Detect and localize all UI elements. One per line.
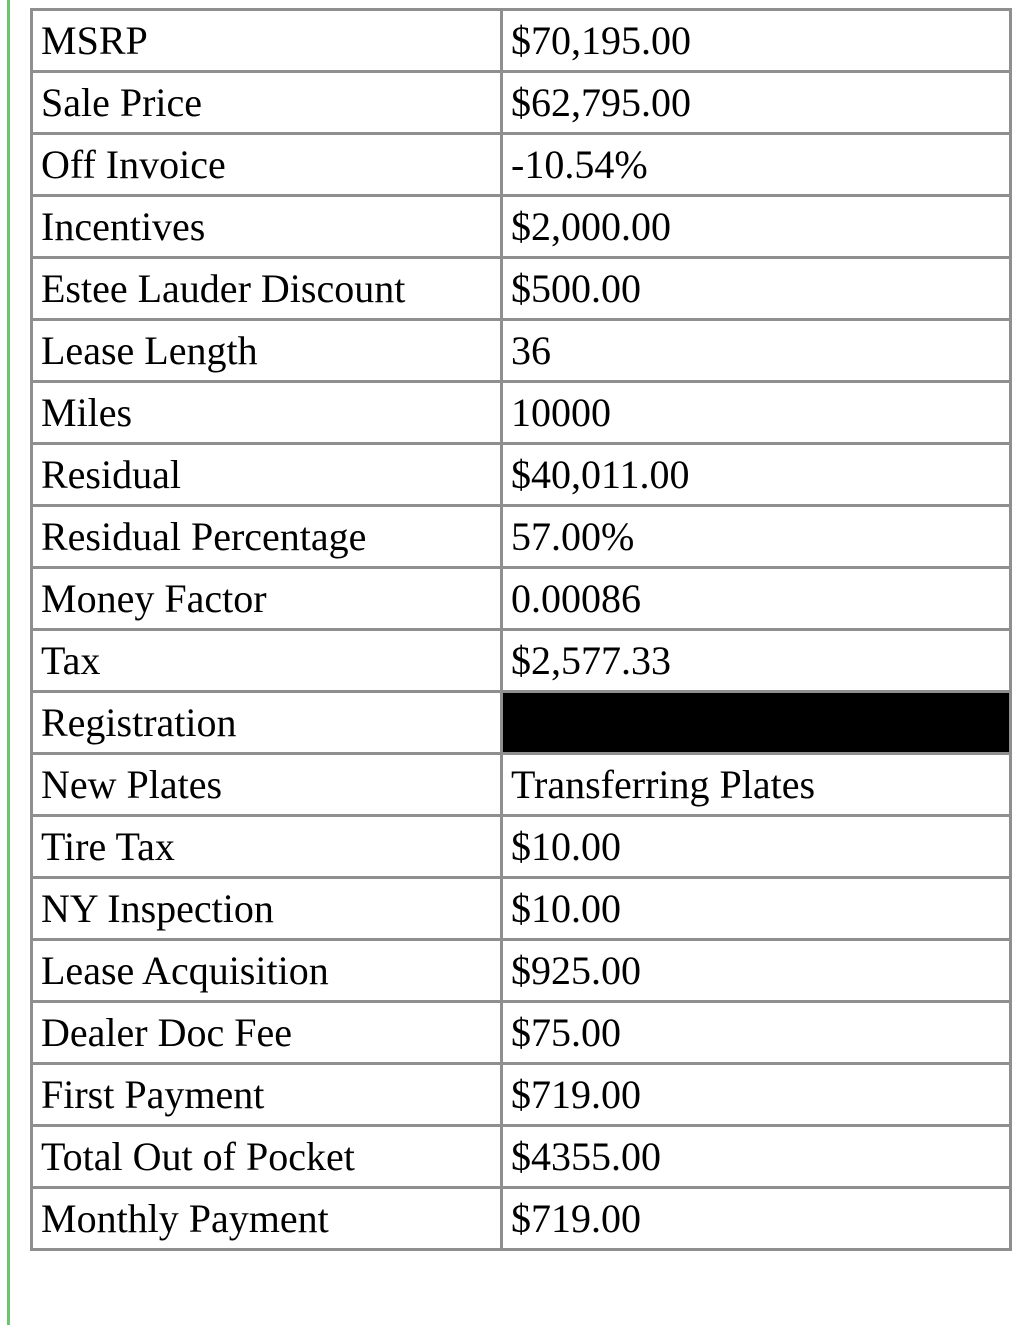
row-value: $500.00: [502, 258, 1011, 320]
table-row-residual: [32, 444, 1011, 506]
table-row-ny-inspection: [32, 878, 1011, 940]
row-label: Estee Lauder Discount: [32, 258, 502, 320]
row-value: $4355.00: [502, 1126, 1011, 1188]
table-row-off-invoice: [32, 134, 1011, 196]
row-label: Dealer Doc Fee: [32, 1002, 502, 1064]
table-row-residual-percentage: [32, 506, 1011, 568]
row-label: Residual Percentage: [32, 506, 502, 568]
table-row-total-out-of-pocket: [32, 1126, 1011, 1188]
row-value: $75.00: [502, 1002, 1011, 1064]
table-row-discount: [32, 258, 1011, 320]
row-label: Lease Acquisition: [32, 940, 502, 1002]
row-label: Residual: [32, 444, 502, 506]
row-value: 57.00%: [502, 506, 1011, 568]
row-value: $925.00: [502, 940, 1011, 1002]
row-label: New Plates: [32, 754, 502, 816]
left-green-rule: [7, 0, 10, 1325]
row-label: Money Factor: [32, 568, 502, 630]
row-value: $70,195.00: [502, 10, 1011, 72]
row-value: $10.00: [502, 878, 1011, 940]
row-value: 0.00086: [502, 568, 1011, 630]
row-value: $10.00: [502, 816, 1011, 878]
table-row-registration: [32, 692, 1011, 754]
row-value: $62,795.00: [502, 72, 1011, 134]
table-row-tax: [32, 630, 1011, 692]
table-row-money-factor: [32, 568, 1011, 630]
lease-breakdown-table: [30, 8, 1012, 1251]
table-row-msrp: [32, 10, 1011, 72]
table-row-new-plates: [32, 754, 1011, 816]
table-row-lease-length: [32, 320, 1011, 382]
table-row-incentives: [32, 196, 1011, 258]
row-value: $2,577.33: [502, 630, 1011, 692]
table-row-dealer-doc-fee: [32, 1002, 1011, 1064]
row-label: Miles: [32, 382, 502, 444]
row-value: $2,000.00: [502, 196, 1011, 258]
row-value: $719.00: [502, 1064, 1011, 1126]
table-row-miles: [32, 382, 1011, 444]
redacted-value-block: [502, 692, 1011, 754]
row-value: $719.00: [502, 1188, 1011, 1250]
table-row-monthly-payment: [32, 1188, 1011, 1250]
row-value: -10.54%: [502, 134, 1011, 196]
row-label: MSRP: [32, 10, 502, 72]
row-value: $40,011.00: [502, 444, 1011, 506]
row-value: Transferring Plates: [502, 754, 1011, 816]
row-label: Monthly Payment: [32, 1188, 502, 1250]
row-label: Registration: [32, 692, 502, 754]
table-row-sale-price: [32, 72, 1011, 134]
row-label: Incentives: [32, 196, 502, 258]
row-label: Total Out of Pocket: [32, 1126, 502, 1188]
row-label: NY Inspection: [32, 878, 502, 940]
row-label: Off Invoice: [32, 134, 502, 196]
row-value: 36: [502, 320, 1011, 382]
table-row-lease-acquisition: [32, 940, 1011, 1002]
row-label: First Payment: [32, 1064, 502, 1126]
row-label: Tax: [32, 630, 502, 692]
row-label: Lease Length: [32, 320, 502, 382]
row-value: 10000: [502, 382, 1011, 444]
row-label: Sale Price: [32, 72, 502, 134]
row-label: Tire Tax: [32, 816, 502, 878]
table-row-first-payment: [32, 1064, 1011, 1126]
table-row-tire-tax: [32, 816, 1011, 878]
